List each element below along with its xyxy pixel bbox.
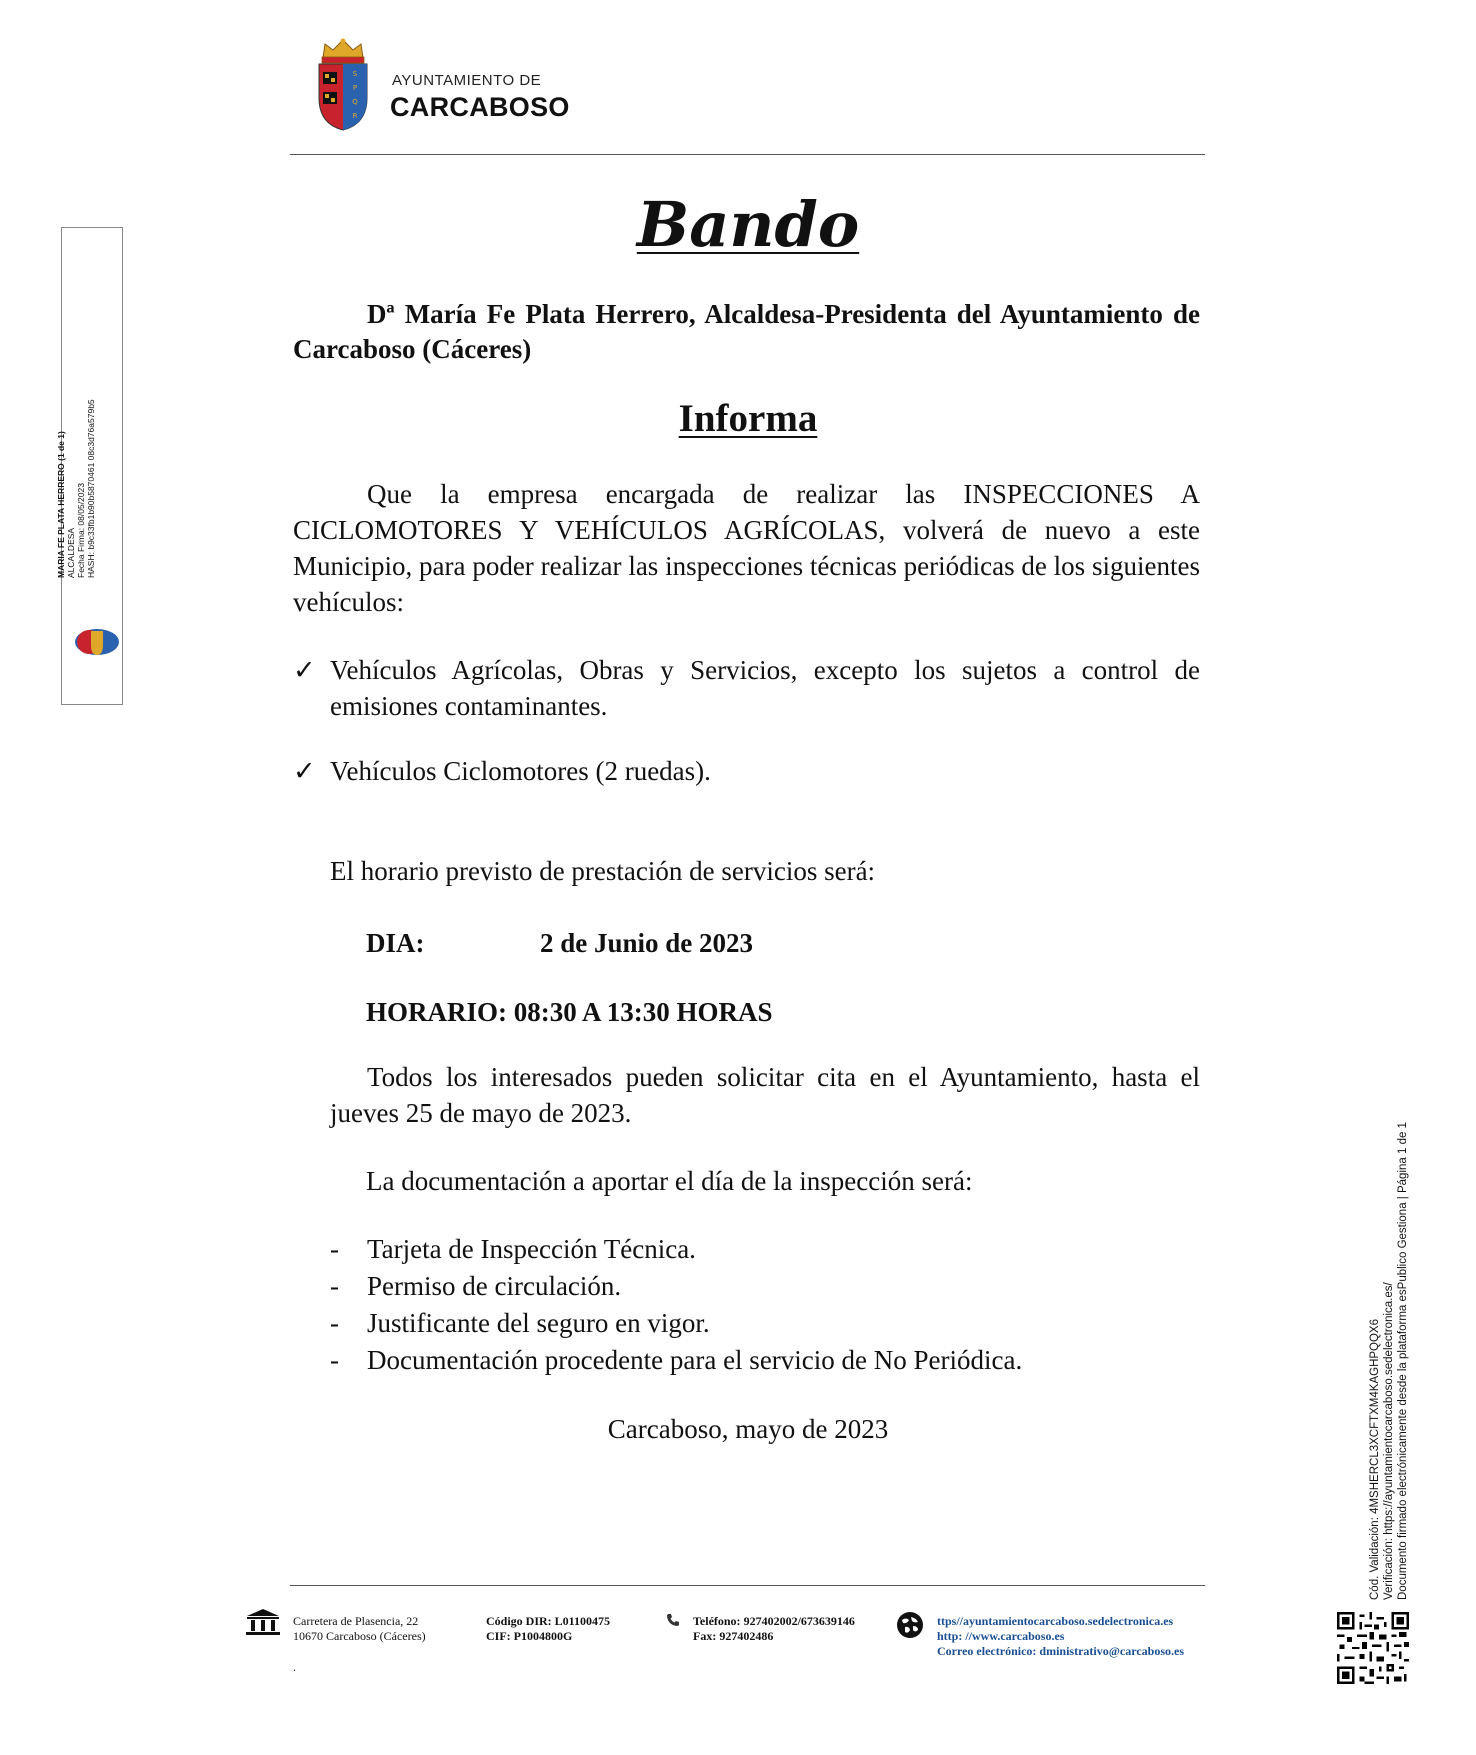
day-value: 2 de Junio de 2023 [540, 928, 754, 958]
signature-stamp-text [56, 348, 96, 578]
fax-value: 927402486 [719, 1629, 774, 1643]
header-divider [290, 154, 1205, 155]
stamp-line-hash: HASH: b9c33fb1b90b5870461 08c3d76a579b5 [86, 399, 96, 578]
globe-icon [896, 1611, 924, 1639]
schedule-hours: HORARIO: 08:30 A 13:30 HORAS [366, 997, 773, 1027]
docs-item-text: Tarjeta de Inspección Técnica. [367, 1234, 696, 1264]
shield-letter-s: S [352, 70, 358, 78]
verification-note: Documento firmado electrónicamente desde la plataforma esPublico Gestiona | Página 1 de 1 [1397, 1122, 1409, 1600]
qr-code [1337, 1612, 1409, 1684]
footer-divider [290, 1585, 1205, 1586]
verification-text [1368, 1080, 1410, 1600]
verification-code: Cód. Validación: 4MSHERCL3XCFTXM4KAGHPQQX6 [1369, 1319, 1381, 1600]
address-line1: Carretera de Plasencia, 22 [293, 1614, 419, 1628]
dir-label: Código DIR: [486, 1614, 552, 1628]
stamp-line-role: ALCALDESA [66, 527, 76, 578]
footer-phone [693, 1614, 855, 1644]
docs-list-item: - Documentación procedente para el servicio de No Periódica. [330, 1345, 1023, 1375]
schedule-intro: El horario previsto de prestación de servicios será: [330, 856, 876, 886]
verification-url[interactable]: Verificación: https://ayuntamientocarcaboso.sedelectronica.es/ [1383, 1282, 1395, 1600]
phone-label: Teléfono: [693, 1614, 741, 1628]
coat-of-arms-logo [315, 36, 371, 132]
docs-intro: La documentación a aportar el día de la inspección será: [366, 1166, 973, 1196]
org-name-line2: CARCABOSO [390, 92, 570, 122]
docs-list-item: - Permiso de circulación. [330, 1271, 622, 1301]
section-title: Informa [678, 397, 818, 440]
cif-label: CIF: [486, 1629, 511, 1643]
shield-letter-p: P [352, 84, 358, 92]
intro-paragraph [293, 297, 1200, 367]
email-link[interactable]: Correo electrónico: dministrativo@carcaboso.es [937, 1644, 1184, 1658]
vehicle-list-item [293, 753, 1200, 789]
checkmark-icon: ✓ [293, 655, 316, 685]
fax-label: Fax: [693, 1629, 717, 1643]
footer-address [293, 1614, 426, 1644]
shield-letter-r: R [352, 112, 358, 120]
docs-list-item: - Tarjeta de Inspección Técnica. [330, 1234, 696, 1264]
phone-icon [666, 1613, 680, 1627]
main-paragraph: Que la empresa encargada de realizar las INSPECCIONES A CICLOMOTORES Y VEHÍCULOS AGRÍCOLAS, volverá de nuevo a este Municipio, para poder realizar las inspecciones técnicas periódicas de los siguientes vehículos: [293, 479, 1200, 617]
schedule-day [366, 925, 1273, 961]
vehicle-item-text: Vehículos Agrícolas, Obras y Servicios, excepto los sujetos a control de emisiones contaminantes. [330, 655, 1200, 721]
website-link-main[interactable]: http: //www.carcaboso.es [937, 1629, 1065, 1643]
shield-letter-q: Q [352, 98, 358, 106]
document-title: Bando [636, 188, 860, 261]
cif-value: P1004800G [513, 1629, 573, 1643]
docs-item-text: Permiso de circulación. [367, 1271, 622, 1301]
footer-codes [486, 1614, 610, 1644]
docs-item-text: Justificante del seguro en vigor. [367, 1308, 710, 1338]
appointment-paragraph: Todos los interesados pueden solicitar cita en el Ayuntamiento, hasta el jueves 25 de mayo de 2023. [330, 1062, 1200, 1128]
org-name-line1: AYUNTAMIENTO DE [392, 72, 542, 89]
closing-date: Carcaboso, mayo de 2023 [607, 1414, 889, 1444]
phone-value[interactable]: 927402002/673639146 [743, 1614, 855, 1628]
day-label: DIA: [366, 928, 425, 958]
checkmark-icon: ✓ [293, 756, 316, 786]
intro-text: Dª María Fe Plata Herrero, Alcaldesa-Presidenta del Ayuntamiento de Carcaboso (Cáceres) [293, 299, 1200, 364]
address-line2: 10670 Carcaboso (Cáceres) [293, 1629, 426, 1643]
stamp-shield-icon [73, 627, 121, 657]
stamp-line-signer: MARIA FE PLATA HERRERO (1 de 1) [56, 431, 66, 578]
footer-dot: . [293, 1660, 296, 1674]
vehicle-list-item [293, 652, 1200, 724]
building-icon [245, 1608, 281, 1636]
docs-item-text: Documentación procedente para el servicio de No Periódica. [367, 1345, 1023, 1375]
stamp-line-date: Fecha Firma: 08/05/2023 [76, 483, 86, 578]
footer-web [937, 1614, 1184, 1659]
website-link-sede[interactable]: ttps//ayuntamientocarcaboso.sedelectronica.es [937, 1614, 1174, 1628]
docs-list-item: - Justificante del seguro en vigor. [330, 1308, 710, 1338]
dir-value: L01100475 [554, 1614, 611, 1628]
vehicle-item-text: Vehículos Ciclomotores (2 ruedas). [330, 756, 711, 786]
